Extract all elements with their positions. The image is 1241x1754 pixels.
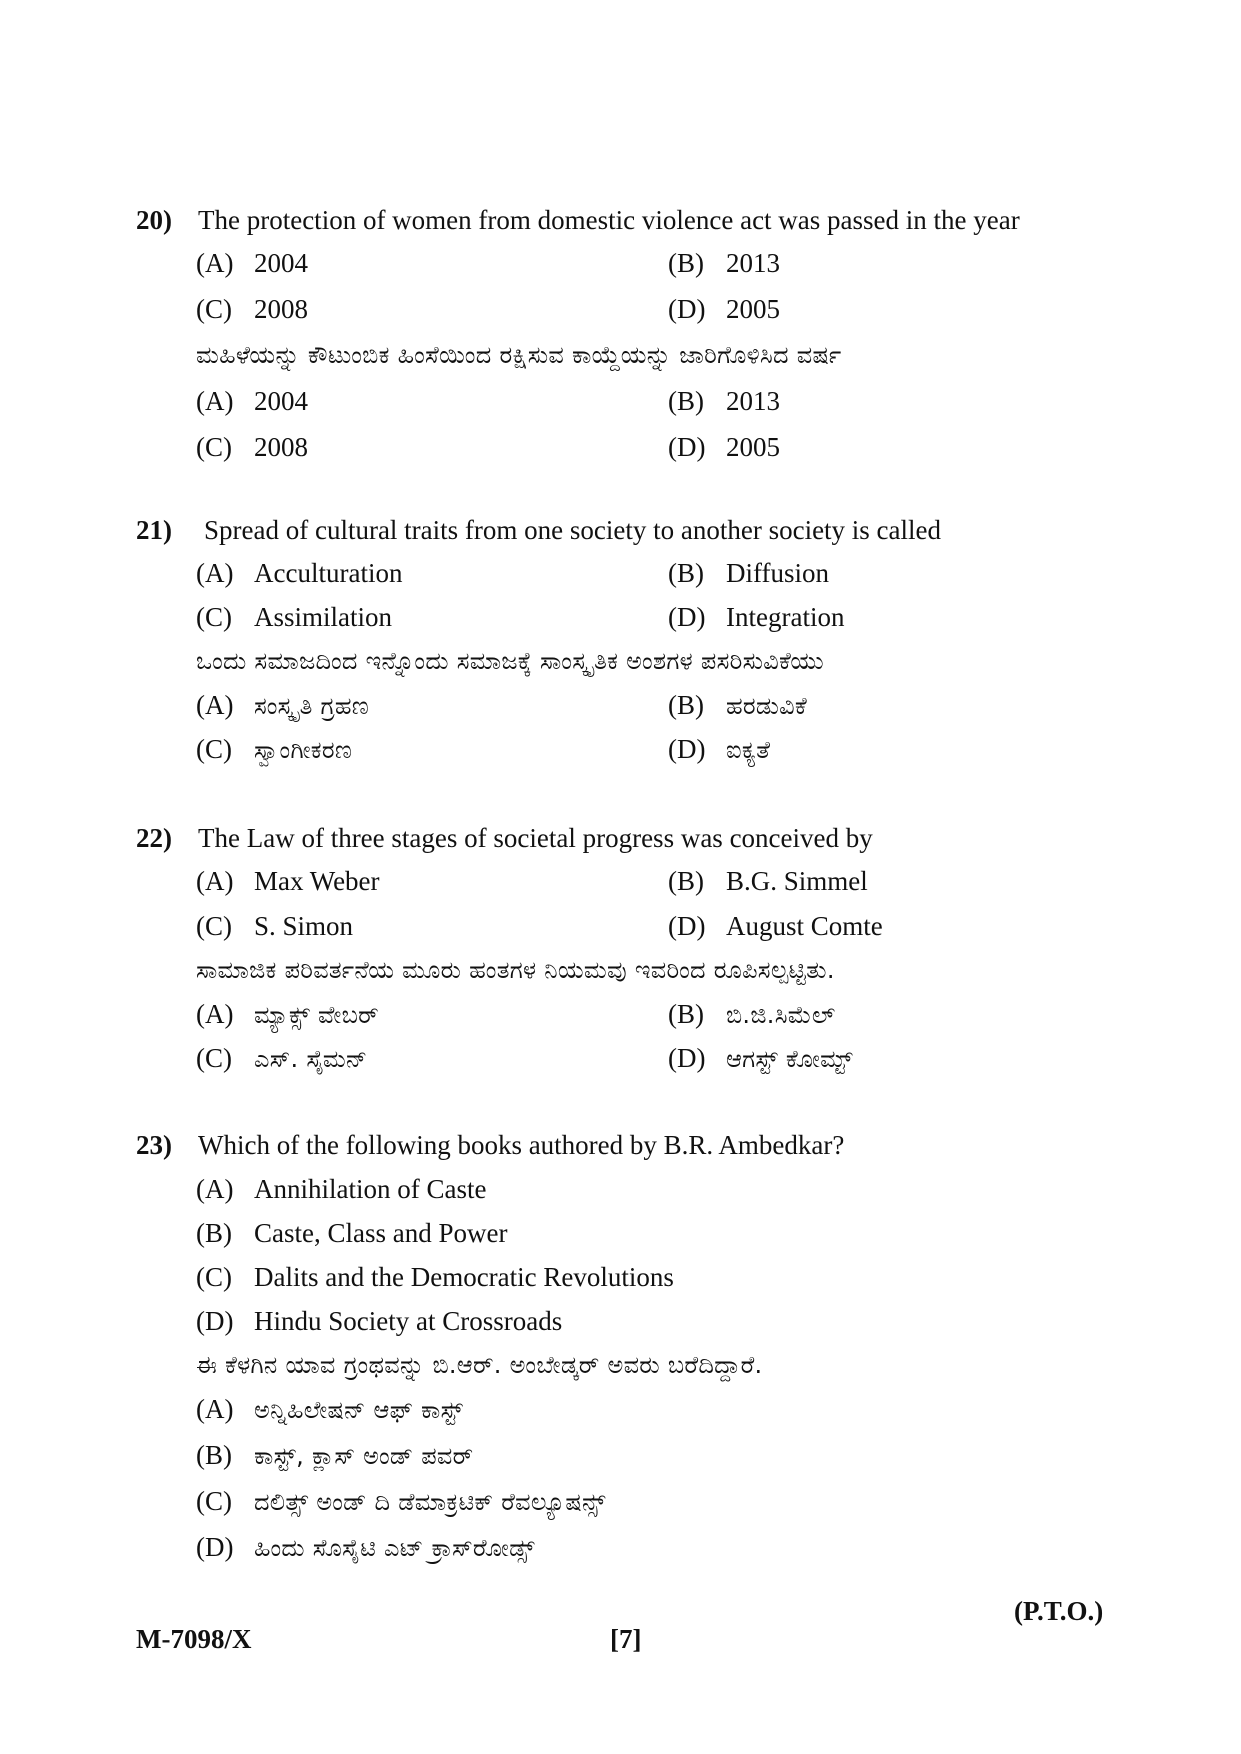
option-kn-a: (A) 2004 [196, 386, 308, 416]
option-kn-d: (D) 2005 [668, 432, 780, 462]
option-kn-d: (D) ಆಗಸ್ಟ್ ಕೋಮ್ಟ್ [668, 1043, 853, 1073]
question-number: 21) [136, 515, 172, 545]
question-stem-kn: ಒಂದು ಸಮಾಜದಿಂದ ಇನ್ನೊಂದು ಸಮಾಜಕ್ಕೆ ಸಾಂಸ್ಕೃತಿಕ ಅಂಶಗಳ ಪಸರಿಸುವಿಕೆಯು [196, 647, 824, 675]
option-kn-d: (D) ಹಿಂದು ಸೊಸೈಟಿ ಎಟ್ ಕ್ರಾಸ್‌ರೋಡ್ಸ್ [196, 1532, 535, 1562]
paper-code: M-7098/X [136, 1624, 252, 1654]
option-en-c: (C) Assimilation [196, 602, 393, 632]
option-kn-c: (C) 2008 [196, 432, 308, 462]
option-en-c: (C) 2008 [196, 294, 308, 324]
question-number: 22) [136, 823, 172, 853]
option-en-b: (B) Diffusion [668, 558, 830, 588]
question-stem-en: The protection of women from domestic violence act was passed in the year [198, 205, 1020, 235]
option-en-b: (B) Caste, Class and Power [196, 1218, 508, 1248]
question-stem-en: Spread of cultural traits from one society to another society is called [204, 515, 942, 545]
option-kn-b: (B) ಬಿ.ಜಿ.ಸಿಮೆಲ್ [668, 999, 836, 1029]
question-stem-kn: ಸಾಮಾಜಿಕ ಪರಿವರ್ತನೆಯ ಮೂರು ಹಂತಗಳ ನಿಯಮವು ಇವರಿಂದ ರೂಪಿಸಲ್ಪಟ್ಟಿತು. [196, 956, 835, 984]
option-en-d: (D) Hindu Society at Crossroads [196, 1306, 563, 1336]
question-stem-kn: ಈ ಕೆಳಗಿನ ಯಾವ ಗ್ರಂಥವನ್ನು ಬಿ.ಆರ್. ಅಂಬೇಡ್ಕರ್ ಅವರು ಬರೆದಿದ್ದಾರೆ. [196, 1351, 763, 1379]
option-kn-a: (A) ಸಂಸ್ಕೃತಿ ಗ್ರಹಣ [196, 690, 370, 720]
option-kn-b: (B) ಕಾಸ್ಟ್, ಕ್ಲಾಸ್ ಅಂಡ್ ಪವರ್ [196, 1440, 474, 1470]
question-number: 23) [136, 1130, 172, 1160]
option-en-a: (A) 2004 [196, 248, 308, 278]
question-stem-en: The Law of three stages of societal progress was conceived by [198, 823, 873, 853]
option-en-c: (C) S. Simon [196, 911, 354, 941]
option-kn-b: (B) ಹರಡುವಿಕೆ [668, 690, 807, 720]
option-kn-d: (D) ಐಕ್ಯತೆ [668, 734, 771, 764]
option-en-a: (A) Annihilation of Caste [196, 1174, 487, 1204]
option-en-b: (B) B.G. Simmel [668, 866, 868, 896]
option-kn-c: (C) ದಲಿತ್ಸ್ ಅಂಡ್ ದಿ ಡೆಮಾಕ್ರಟಿಕ್ ರೆವಲ್ಯೂಷನ್ಸ್ [196, 1486, 606, 1516]
option-kn-c: (C) ಸ್ವಾಂಗೀಕರಣ [196, 734, 353, 764]
pto-note: (P.T.O.) [1014, 1596, 1104, 1626]
option-en-c: (C) Dalits and the Democratic Revolutions [196, 1262, 674, 1292]
option-en-b: (B) 2013 [668, 248, 780, 278]
question-number: 20) [136, 205, 172, 235]
option-en-a: (A) Acculturation [196, 558, 403, 588]
page-number: [7] [610, 1624, 642, 1654]
option-en-d: (D) August Comte [668, 911, 883, 941]
option-kn-a: (A) ಅನ್ನಿಹಿಲೇಷನ್ ಆಫ್ ಕಾಸ್ಟ್ [196, 1394, 464, 1424]
option-kn-b: (B) 2013 [668, 386, 780, 416]
option-kn-a: (A) ಮ್ಯಾಕ್ಸ್ ವೇಬರ್ [196, 999, 379, 1029]
question-stem-kn: ಮಹಿಳೆಯನ್ನು ಕೌಟುಂಬಿಕ ಹಿಂಸೆಯಿಂದ ರಕ್ಷಿಸುವ ಕಾಯ್ದೆಯನ್ನು ಜಾರಿಗೊಳಿಸಿದ ವರ್ಷ [196, 341, 842, 369]
option-en-a: (A) Max Weber [196, 866, 380, 896]
option-kn-c: (C) ಎಸ್. ಸೈಮನ್ [196, 1043, 368, 1073]
option-en-d: (D) 2005 [668, 294, 780, 324]
question-stem-en: Which of the following books authored by B.R. Ambedkar? [198, 1130, 845, 1160]
option-en-d: (D) Integration [668, 602, 845, 632]
